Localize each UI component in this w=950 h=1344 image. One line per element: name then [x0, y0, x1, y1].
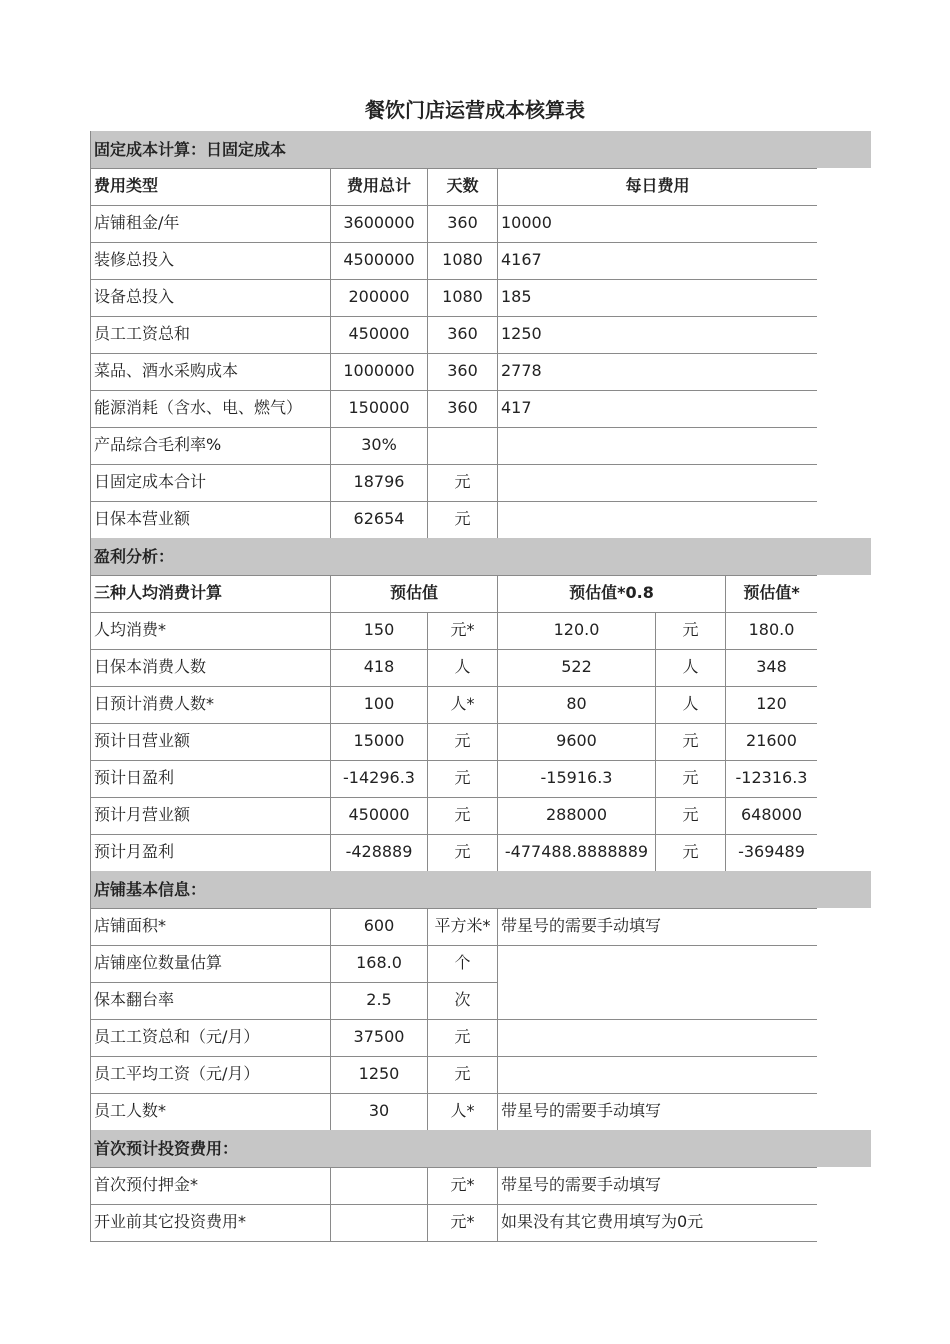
- cell[interactable]: 120.0: [497, 612, 655, 649]
- cell[interactable]: -428889: [330, 834, 427, 871]
- cell[interactable]: 360: [427, 205, 497, 242]
- cell[interactable]: 168.0: [330, 945, 427, 982]
- cell[interactable]: 10000: [497, 205, 817, 242]
- cell[interactable]: 1080: [427, 279, 497, 316]
- cell[interactable]: 522: [497, 649, 655, 686]
- cell[interactable]: 人: [655, 649, 725, 686]
- cell[interactable]: [497, 1056, 817, 1093]
- cell[interactable]: 21600: [725, 723, 817, 760]
- cell[interactable]: 600: [330, 908, 427, 945]
- cell[interactable]: 元: [655, 612, 725, 649]
- cell[interactable]: 元: [655, 797, 725, 834]
- cell[interactable]: [330, 1167, 427, 1204]
- cell[interactable]: 首次预付押金*: [90, 1167, 331, 1204]
- cell[interactable]: 元: [427, 834, 497, 871]
- invest-section-header: 首次预计投资费用：: [90, 1130, 871, 1167]
- cell[interactable]: 日预计消费人数*: [90, 686, 331, 723]
- cell[interactable]: 元: [427, 760, 497, 797]
- grid-line: [90, 1241, 817, 1242]
- cell[interactable]: 带星号的需要手动填写: [497, 1167, 817, 1204]
- cell[interactable]: 元: [427, 501, 497, 538]
- cell[interactable]: 80: [497, 686, 655, 723]
- cell[interactable]: 元: [655, 834, 725, 871]
- cell[interactable]: 能源消耗（含水、电、燃气）: [90, 390, 331, 427]
- cell[interactable]: [497, 982, 817, 1019]
- cell[interactable]: 天数: [427, 168, 497, 205]
- cell[interactable]: 如果没有其它费用填写为0元: [497, 1204, 817, 1241]
- cell[interactable]: 保本翻台率: [90, 982, 331, 1019]
- cell[interactable]: 预估值: [330, 575, 497, 612]
- cell[interactable]: 18796: [330, 464, 427, 501]
- cell[interactable]: -15916.3: [497, 760, 655, 797]
- cell[interactable]: [497, 464, 817, 501]
- cell[interactable]: 元: [427, 723, 497, 760]
- cell[interactable]: 个: [427, 945, 497, 982]
- cell[interactable]: 每日费用: [497, 168, 817, 205]
- cell[interactable]: 带星号的需要手动填写: [497, 1093, 817, 1130]
- cell[interactable]: 450000: [330, 316, 427, 353]
- cell[interactable]: 预计月营业额: [90, 797, 331, 834]
- cell[interactable]: 360: [427, 316, 497, 353]
- cell[interactable]: 2.5: [330, 982, 427, 1019]
- cell[interactable]: 100: [330, 686, 427, 723]
- store-section-header: 店铺基本信息：: [90, 871, 871, 908]
- cell[interactable]: 30%: [330, 427, 427, 464]
- cell[interactable]: [497, 501, 817, 538]
- cell[interactable]: 360: [427, 390, 497, 427]
- cell[interactable]: 菜品、酒水采购成本: [90, 353, 331, 390]
- cell[interactable]: 元*: [427, 1204, 497, 1241]
- cell[interactable]: 2778: [497, 353, 817, 390]
- cell[interactable]: 日固定成本合计: [90, 464, 331, 501]
- cell[interactable]: [330, 1204, 427, 1241]
- cell[interactable]: [497, 427, 817, 464]
- cell[interactable]: -14296.3: [330, 760, 427, 797]
- cell[interactable]: 平方米*: [427, 908, 497, 945]
- cell[interactable]: [497, 1019, 817, 1056]
- sheet-title: 餐饮门店运营成本核算表: [365, 98, 585, 122]
- cell[interactable]: -477488.8888889: [497, 834, 655, 871]
- cell[interactable]: 开业前其它投资费用*: [90, 1204, 331, 1241]
- cell[interactable]: 店铺面积*: [90, 908, 331, 945]
- cell[interactable]: 元*: [427, 612, 497, 649]
- cell[interactable]: 预计月盈利: [90, 834, 331, 871]
- cell[interactable]: 元: [427, 797, 497, 834]
- cell[interactable]: 人均消费*: [90, 612, 331, 649]
- cell[interactable]: 4500000: [330, 242, 427, 279]
- cell[interactable]: 元: [655, 723, 725, 760]
- cell[interactable]: -369489: [725, 834, 817, 871]
- cell[interactable]: 员工平均工资（元/月）: [90, 1056, 331, 1093]
- cell[interactable]: 417: [497, 390, 817, 427]
- cell[interactable]: 150000: [330, 390, 427, 427]
- cell[interactable]: 200000: [330, 279, 427, 316]
- cell[interactable]: [427, 427, 497, 464]
- cell[interactable]: 元: [655, 760, 725, 797]
- cell[interactable]: [497, 945, 817, 982]
- cell[interactable]: 元*: [427, 1167, 497, 1204]
- cell[interactable]: 带星号的需要手动填写: [497, 908, 817, 945]
- cell[interactable]: 180.0: [725, 612, 817, 649]
- cell[interactable]: 1080: [427, 242, 497, 279]
- cell[interactable]: 日保本消费人数: [90, 649, 331, 686]
- cell[interactable]: 288000: [497, 797, 655, 834]
- cell[interactable]: 人*: [427, 1093, 497, 1130]
- cell[interactable]: 店铺租金/年: [90, 205, 331, 242]
- cell[interactable]: 日保本营业额: [90, 501, 331, 538]
- cell[interactable]: 30: [330, 1093, 427, 1130]
- cell[interactable]: 费用类型: [90, 168, 331, 205]
- cell[interactable]: 员工工资总和（元/月）: [90, 1019, 331, 1056]
- cell[interactable]: 元: [427, 1056, 497, 1093]
- cell[interactable]: 1250: [330, 1056, 427, 1093]
- cell[interactable]: 人: [427, 649, 497, 686]
- cell[interactable]: 360: [427, 353, 497, 390]
- cell[interactable]: 185: [497, 279, 817, 316]
- cell[interactable]: 产品综合毛利率%: [90, 427, 331, 464]
- cell[interactable]: 人*: [427, 686, 497, 723]
- cell[interactable]: 设备总投入: [90, 279, 331, 316]
- cell[interactable]: 150: [330, 612, 427, 649]
- cell[interactable]: 元: [427, 1019, 497, 1056]
- cell[interactable]: 元: [427, 464, 497, 501]
- cell[interactable]: 648000: [725, 797, 817, 834]
- cell[interactable]: 1250: [497, 316, 817, 353]
- cell[interactable]: 预计日盈利: [90, 760, 331, 797]
- cell[interactable]: 店铺座位数量估算: [90, 945, 331, 982]
- cell[interactable]: 费用总计: [330, 168, 427, 205]
- cell[interactable]: 员工人数*: [90, 1093, 331, 1130]
- cell[interactable]: 9600: [497, 723, 655, 760]
- cell[interactable]: 员工工资总和: [90, 316, 331, 353]
- cell[interactable]: 418: [330, 649, 427, 686]
- cell[interactable]: 装修总投入: [90, 242, 331, 279]
- cell[interactable]: 预估值*0.8: [497, 575, 725, 612]
- cell[interactable]: 450000: [330, 797, 427, 834]
- cell[interactable]: -12316.3: [725, 760, 817, 797]
- cell[interactable]: 4167: [497, 242, 817, 279]
- cell[interactable]: 348: [725, 649, 817, 686]
- cell[interactable]: 人: [655, 686, 725, 723]
- cell[interactable]: 次: [427, 982, 497, 1019]
- cell[interactable]: 15000: [330, 723, 427, 760]
- cell[interactable]: 37500: [330, 1019, 427, 1056]
- cell[interactable]: 62654: [330, 501, 427, 538]
- cell[interactable]: 三种人均消费计算: [90, 575, 331, 612]
- profit-section-header: 盈利分析：: [90, 538, 871, 575]
- cell[interactable]: 1000000: [330, 353, 427, 390]
- cell[interactable]: 预估值*: [725, 575, 817, 612]
- cell[interactable]: 3600000: [330, 205, 427, 242]
- cell[interactable]: 预计日营业额: [90, 723, 331, 760]
- fixed-section-header: 固定成本计算：日固定成本: [90, 131, 871, 168]
- cell[interactable]: 120: [725, 686, 817, 723]
